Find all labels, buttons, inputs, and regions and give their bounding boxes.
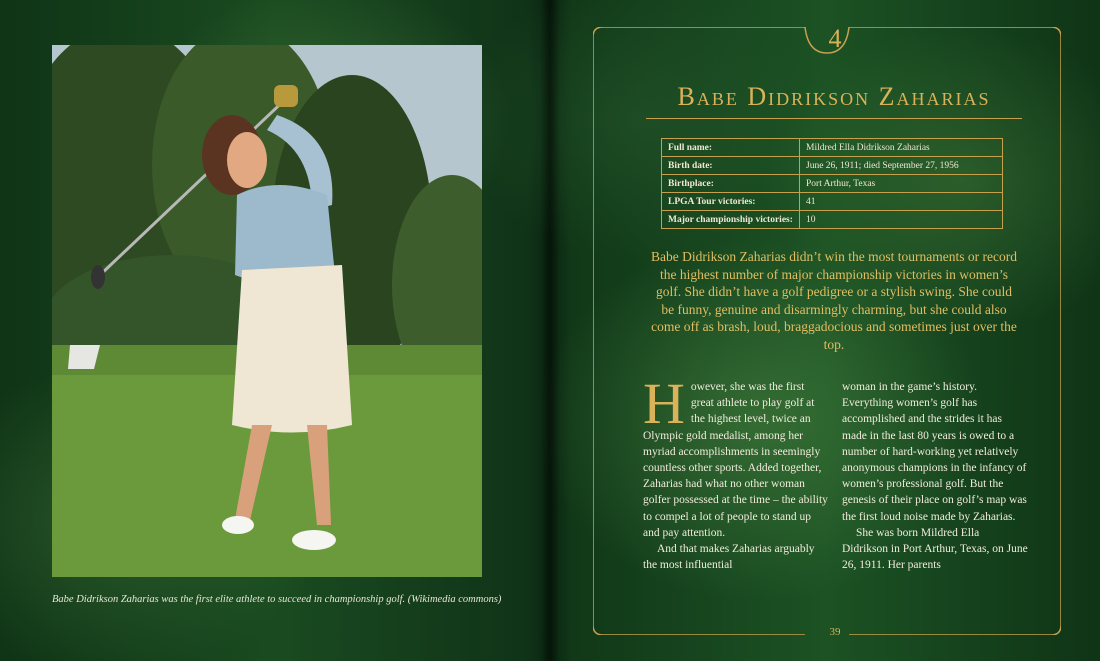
table-row bbox=[662, 157, 1003, 175]
body-paragraph: And that makes Zaharias arguably the most influential bbox=[643, 543, 815, 572]
table-row bbox=[662, 193, 1003, 211]
golfer-photo bbox=[52, 45, 482, 577]
fact-label: Birthplace: bbox=[662, 175, 800, 193]
drop-cap: H bbox=[643, 371, 685, 436]
table-row bbox=[662, 139, 1003, 157]
chapter-title: Babe Didrikson Zaharias bbox=[677, 82, 991, 111]
table-row bbox=[662, 175, 1003, 193]
fact-label: Birth date: bbox=[662, 157, 800, 175]
chapter-number: 4 bbox=[828, 24, 842, 53]
page-number: 39 bbox=[829, 626, 841, 638]
fact-value: 10 bbox=[800, 211, 1003, 229]
photo-caption: Babe Didrikson Zaharias was the first elite athlete to succeed in championship golf. (Wikimedia commons) bbox=[52, 594, 502, 605]
fact-label: Major championship victories: bbox=[662, 211, 800, 229]
table-row bbox=[662, 211, 1003, 229]
page-gutter bbox=[540, 0, 560, 661]
body-paragraph bbox=[643, 371, 829, 541]
body-column-2 bbox=[842, 379, 1028, 573]
fact-label: LPGA Tour victories: bbox=[662, 193, 800, 211]
title-divider bbox=[646, 118, 1022, 119]
fact-value: Port Arthur, Texas bbox=[800, 175, 1003, 193]
body-paragraph: woman in the game’s history. Everything women’s golf has accomplished and the strides it has made in the last 80 years is owed to a number of hard-working yet relatively anonymous champions in the infancy of women’s professional golf. But the genesis of their place on golf’s map was the first loud noise made by Zaharias. bbox=[842, 381, 1027, 523]
fact-label: Full name: bbox=[662, 139, 800, 157]
fact-value: June 26, 1911; died September 27, 1956 bbox=[800, 157, 1003, 175]
paragraph-text: owever, she was the first great athlete to play golf at the highest level, twice an Olympic gold medalist, among her myriad accomplishments in seemingly countless other sports. Added together, Zaharias had what no other woman golfer possessed at the time – the ability to compel a lot of people to stand up and pay attention. bbox=[643, 381, 828, 539]
fact-value: 41 bbox=[800, 193, 1003, 211]
fact-value: Mildred Ella Didrikson Zaharias bbox=[800, 139, 1003, 157]
intro-paragraph: Babe Didrikson Zaharias didn’t win the most tournaments or record the highest number of major championship victories in women’s golf. She didn’t have a golf pedigree or a stylish swing. She could be funny, genuine and disarmingly charming, but she could also come off as brash, loud, braggadocious and sometimes just over the top. bbox=[650, 249, 1018, 352]
golfer-illustration bbox=[52, 45, 482, 577]
body-paragraph: She was born Mildred Ella Didrikson in Port Arthur, Texas, on June 26, 1911. Her parents bbox=[842, 526, 1028, 572]
facts-table bbox=[661, 138, 1003, 229]
body-column-1 bbox=[643, 371, 829, 573]
